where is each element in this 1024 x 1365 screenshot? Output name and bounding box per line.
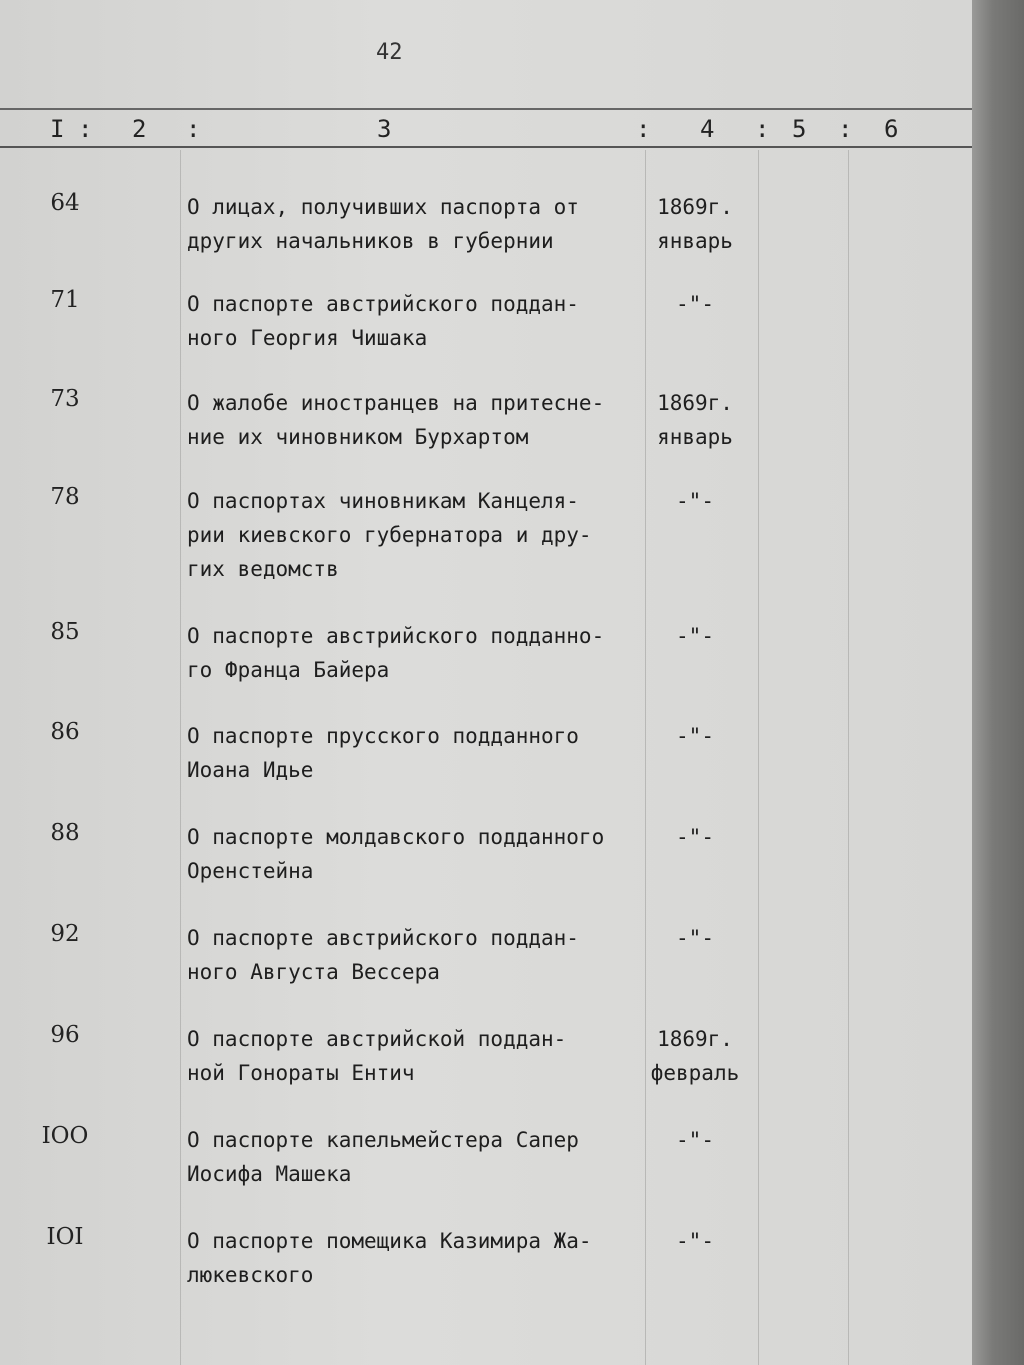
row-date: 1869г. январь — [657, 195, 733, 253]
header-sep: : — [755, 115, 770, 143]
row-date: -"- — [676, 1229, 714, 1253]
row-date: -"- — [676, 1128, 714, 1152]
row-number: 86 — [50, 719, 80, 745]
row-date: -"- — [676, 926, 714, 950]
row-date: 1869г. январь — [657, 391, 733, 449]
row-date: 1869г. февраль — [650, 1027, 740, 1085]
row-number: 73 — [50, 386, 80, 412]
row-number: IOO — [41, 1123, 89, 1149]
row-date: -"- — [676, 489, 714, 513]
row-title: О паспорте прусского подданного Иоана Идье — [187, 724, 579, 782]
row-title: О паспорте австрийского поддан- ного Георгия Чишака — [187, 292, 579, 350]
row-title: О паспорте австрийской поддан- ной Гонораты Ентич — [187, 1027, 567, 1085]
header-col-5: 5 — [792, 115, 807, 143]
row-date: -"- — [676, 724, 714, 748]
header-col-6: 6 — [884, 115, 899, 143]
header-rule-bottom — [0, 146, 972, 148]
row-title: О паспорте молдавского подданного Оренстейна — [187, 825, 605, 883]
row-title: О паспорте австрийского поддан- ного Августа Вессера — [187, 926, 579, 984]
header-sep: : — [636, 115, 651, 143]
page-number: 42 — [376, 40, 403, 65]
row-title: О паспорте помещика Казимира Жа- люкевского — [187, 1229, 592, 1287]
row-title: О паспорте капельмейстера Сапер Иосифа Машека — [187, 1128, 579, 1186]
header-col-3: 3 — [377, 115, 392, 143]
row-number: 88 — [50, 820, 80, 846]
header-col-2: 2 — [132, 115, 147, 143]
row-number: 71 — [50, 287, 80, 313]
row-date: -"- — [676, 825, 714, 849]
row-title: О паспортах чиновникам Канцеля- рии киевского губернатора и дру- гих ведомств — [187, 489, 592, 581]
column-divider — [180, 150, 181, 1365]
header-sep: : — [78, 115, 93, 143]
header-rule-top — [0, 108, 972, 110]
header-col-1: I — [50, 115, 65, 143]
column-divider — [758, 150, 759, 1365]
row-number: 96 — [50, 1022, 80, 1048]
row-title: О паспорте австрийского подданно- го Франца Байера — [187, 624, 605, 682]
row-number: 64 — [50, 190, 80, 216]
row-date: -"- — [676, 292, 714, 316]
row-number: 85 — [50, 619, 80, 645]
row-number: 78 — [50, 484, 80, 510]
row-number: IOI — [46, 1224, 84, 1250]
header-sep: : — [186, 115, 201, 143]
row-title: О жалобе иностранцев на притесне- ние их чиновником Бурхартом — [187, 391, 605, 449]
header-col-4: 4 — [700, 115, 715, 143]
row-date: -"- — [676, 624, 714, 648]
row-title: О лицах, получивших паспорта от других начальников в губернии — [187, 195, 579, 253]
page-shadow-edge — [972, 0, 1024, 1365]
header-sep: : — [838, 115, 853, 143]
row-number: 92 — [50, 921, 80, 947]
column-divider — [848, 150, 849, 1365]
